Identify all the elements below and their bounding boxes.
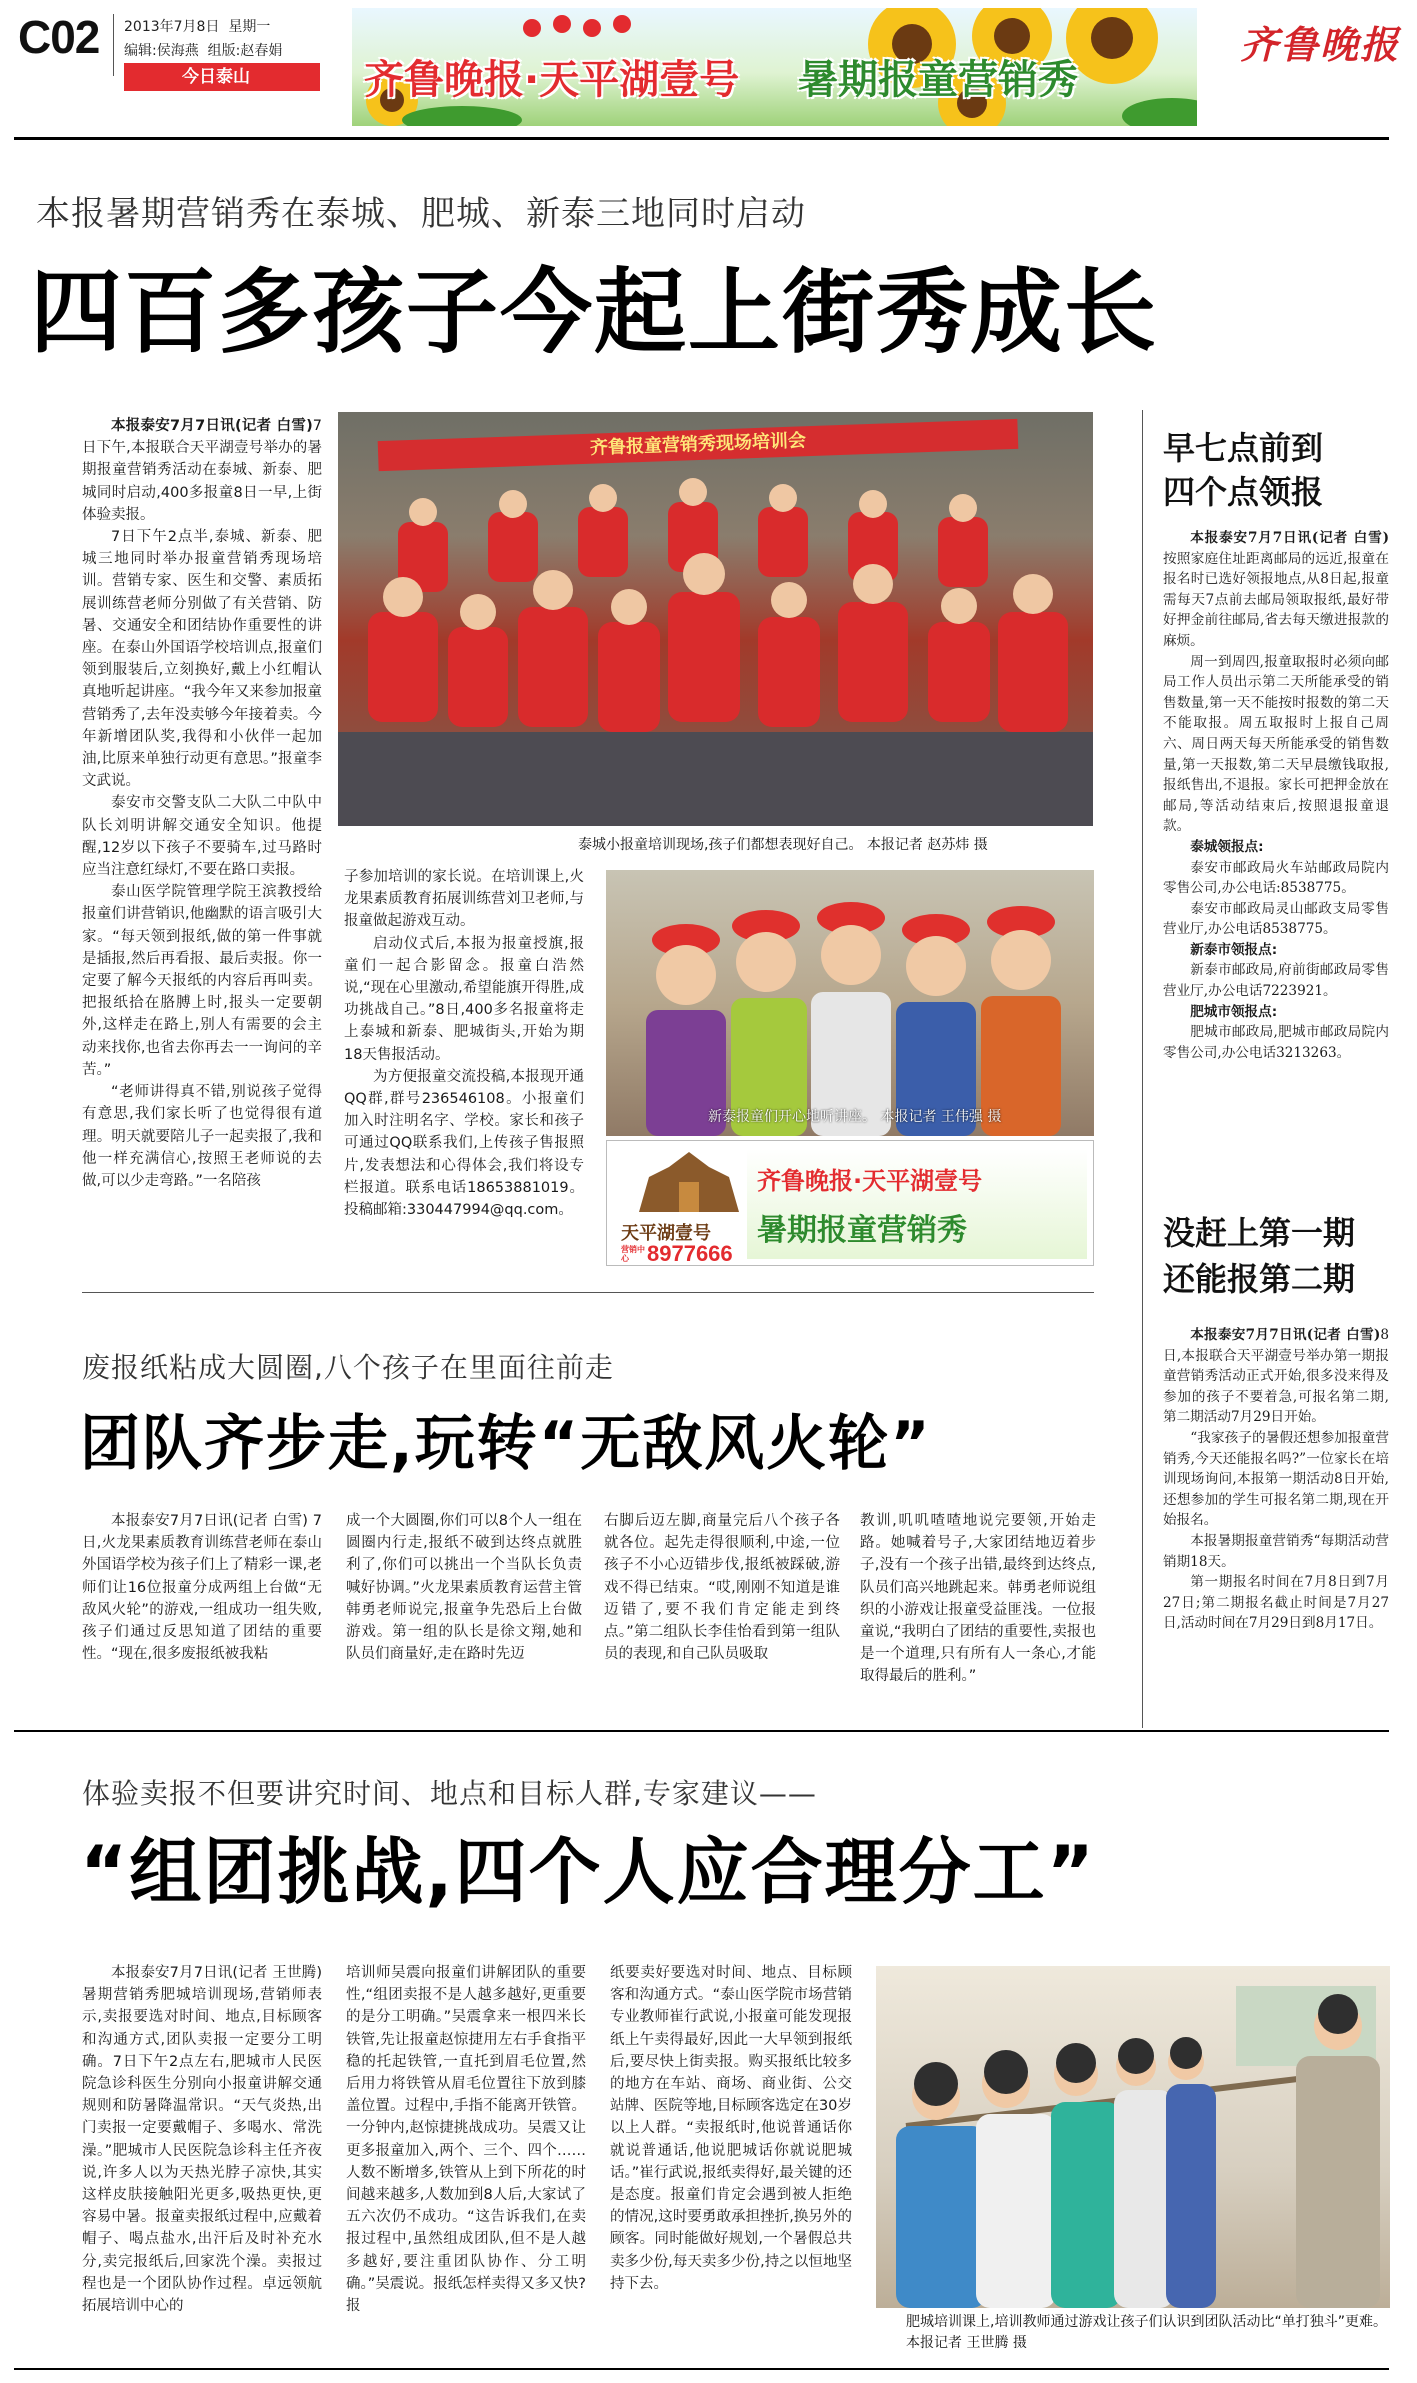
article1-para: “老师讲得真不错,别说孩子觉得有意思,我们家长听了也觉得很有道理。明天就要陪儿子一起卖报了,我和他一样充满信心,按照王老师说的去做,可以少走弯路。”一名陪孩 [82,1084,322,1189]
article1-para: 泰山医学院管理学院王滨教授给报童们讲营销识,他幽默的语言吸引大家。“每天领到报纸,做的第一件事就是插报,然后再看报、最后卖报。你一定要了解今天报纸的内容后再叫卖。把报纸拾在胳膊上时,报头一定要朝外,这样走在路上,别人有需要的会主动来找你,也省去你再去一一询问的辛苦。” [82,884,322,1078]
article1-byline: 本报泰安7月7日讯(记者 白雪) [111,418,313,434]
banner-subtitle: 暑期报童营销秀 [798,57,1078,103]
masthead-banner [352,8,1197,126]
pickup-text: 泰安市邮政局火车站邮政局院内零售公司,办公电话:8538775。 [1163,859,1389,897]
article1-bottom-rule [82,1292,1094,1293]
pickup-label: 泰城领报点: [1190,838,1264,855]
sidebar1-headline [1163,426,1323,514]
issue-date [124,16,270,36]
article1-headline: 四百多孩子今起上街秀成长 [30,259,1159,366]
sidebar2-para: 本报暑期报童营销秀“每期活动营销期18天。 [1163,1532,1389,1570]
vertical-divider [113,14,114,76]
page-bottom-rule [14,2368,1389,2370]
sidebar1-para: 周一到周四,报童取报时必须向邮局工作人员出示第二天所能承受的销售数量,第一天不能按时报数的第二天不能取报。周五取报时上报自己周六、周日两天每天所能承受的销售数量,第一天报数,第二天早晨缴钱取报,报纸售出,不退报。家长可把押金放在邮局,等活动结束后,按照退报童退款。 [1163,653,1389,835]
ad-brand: 天平湖壹号 [621,1223,711,1244]
article1-para: 泰安市交警支队二大队二中队中队长刘明讲解交通安全知识。他提醒,12岁以下孩子不要骑车,过马路时应当注意红绿灯,不要在路口卖报。 [82,795,322,879]
pickup-text: 新泰市邮政局,府前街邮政局零售营业厅,办公电话7223921。 [1163,962,1389,1000]
sidebar2-headline-line2: 还能报第二期 [1163,1260,1356,1298]
date: 2013年7月8日 [124,19,220,35]
sidebar-divider [1142,410,1143,1728]
sidebar1-body [1163,528,1389,1108]
photo-xintai-lecture [606,870,1094,1136]
article2-para: 本报泰安7月7日讯(记者 白雪) 7日,火龙果素质教育训练营老师在泰山外国语学校为孩子们上了精彩一课,老师们让16位报童分成两组上台做“无敌风火轮”的游戏,一组成功一组失败,孩子们通过反思知道了团结的重要性。“现在,很多废报纸被我粘 [82,1513,322,1663]
sidebar1-headline-line2: 四个点领报 [1163,473,1324,511]
photo1-banner: 齐鲁报童营销秀现场培训会 [378,419,1019,471]
ad-box [606,1140,1094,1266]
sidebar2-para: 8日,本报联合天平湖壹号举办第一期报童营销秀活动正式开始,很多没来得及参加的孩子不要着急,可报名第二期,第二期活动7月29日开始。 [1163,1327,1389,1426]
article3-column-3 [610,1962,852,2352]
pickup-label: 肥城市领报点: [1190,1003,1278,1020]
page-code: C02 [18,11,100,63]
article2-bottom-rule [14,1730,1389,1732]
ad-banner [747,1149,1087,1259]
photo2-caption: 新泰报童们开心地听讲座。 本报记者 王伟强 摄 [708,1109,1002,1125]
article2-column-1 [82,1510,322,1710]
sidebar2-headline [1163,1210,1355,1302]
ad-phone: 8977666 [647,1241,733,1266]
article1-deck: 本报暑期营销秀在泰城、肥城、新泰三地同时启动 [36,194,806,234]
article1-para: 启动仪式后,本报为报童授旗,报童们一起合影留念。报童白浩然说,“现在心里激动,希望能旗开得胜,成功挑战自己。”8日,400多名报童将走上泰城和新泰、肥城街头,开始为期18天售报活动。 [344,935,584,1063]
article1-column-1 [82,415,322,1275]
article3-deck: 体验卖报不但要讲究时间、地点和目标人群,专家建议—— [82,1777,817,1810]
article1-para: 子参加培训的家长说。在培训课上,火龙果素质教育拓展训练营刘卫老师,与报童做起游戏互动。 [344,869,584,930]
article2-para: 右脚后迈左脚,商量完后八个孩子各就各位。起先走得很顺利,中途,一位孩子不小心迈错步伐,报纸被踩破,游戏不得已结束。“哎,刚刚不知道是谁迈错了,要不我们肯定能走到终点。”第二组队长李佳怡看到第一组队员的表现,和自己队员吸取 [604,1513,840,1663]
article2-para: 成一个大圆圈,你们可以8个人一组在圆圈内行走,报纸不破到达终点就胜利了,你们可以挑出一个当队长负责喊好协调。”火龙果素质教育运营主管韩勇老师说完,报童争先恐后上台做游戏。第一组的队长是徐文翔,她和队员们商量好,走在路时先迈 [346,1513,582,1663]
banner-title: 齐鲁晚报·天平湖壹号 [364,57,740,103]
article3-column-1 [82,1962,322,2352]
article1-para: 7日下午,本报联合天平湖壹号举办的暑期报童营销秀活动在泰城、新泰、肥城同时启动,400多报童8日一早,上街体验卖报。 [82,418,322,523]
ad-subtitle: 暑期报童营销秀 [757,1213,967,1248]
building-logo-icon [629,1147,749,1217]
article1-para: 7日下午2点半,泰城、新泰、肥城三地同时举办报童营销秀现场培训。营销专家、医生和交警、素质拓展训练营老师分别做了有关营销、防暑、交通安全和团结协作重要性的讲座。在泰山外国语学校培训点,报童们领到服装后,立刻换好,戴上小红帽认真地听起讲座。“我今年又来参加报童营销秀了,去年没卖够今年接着卖。今年新增团队奖,我得和小伙伴一起加油,比原来单独行动更有意思。”报童李文武说。 [82,529,322,790]
article2-deck: 废报纸粘成大圆圈,八个孩子在里面往前走 [82,1351,614,1384]
ad-phone-label: 营销中心 [621,1245,645,1263]
pickup-text: 泰安市邮政局灵山邮政支局零售营业厅,办公电话8538775。 [1163,900,1389,938]
sidebar2-headline-line1: 没赶上第一期 [1163,1214,1356,1252]
article2-para: 教训,叽叽喳喳地说完要领,开始走路。她喊着号子,大家团结地迈着步子,没有一个孩子出错,最终到达终点,队员们高兴地跳起来。韩勇老师说组织的小游戏让报童受益匪浅。一位报童说,“我明白了团结的重要性,卖报也是一个道理,只有所有人一条心,才能取得最后的胜利。” [860,1513,1096,1685]
article3-headline: “组团挑战,四个人应合理分工” [80,1830,1096,1914]
sidebar1-para: 按照家庭住址距离邮局的远近,报童在报名时已选好领报地点,从8日起,报童需每天7点前去邮局领取报纸,最好带好押金前往邮局,省去每天缴进报款的麻烦。 [1163,550,1389,649]
children-graphic [606,870,1094,1136]
article1-para: 为方便报童交流投稿,本报现开通QQ群,群号236546108。小报童们加入时注明名字、学校。家长和孩子可通过QQ联系我们,上传孩子售报照片,发表想法和心得体会,我们将设专栏报道。联系电话18653881019。投稿邮箱:330447994@qq.com。 [344,1068,584,1219]
pickup-label: 新泰市领报点: [1190,941,1278,958]
article3-column-2 [346,1962,586,2352]
sidebar1-byline: 本报泰安7月7日讯(记者 白雪) [1190,530,1389,546]
pickup-text: 肥城市邮政局,肥城市邮政局院内零售公司,办公电话3213263。 [1163,1024,1389,1061]
sidebar1-headline-line1: 早七点前到 [1163,429,1324,467]
article1-column-2 [344,866,584,1276]
crowd-graphic [338,412,1093,826]
layout-editor: 组版:赵春娟 [207,43,283,59]
masthead-rule [14,137,1389,140]
sidebar2-para: 第一期报名时间在7月8日到7月27日;第二期报名截止时间是7月27日,活动时间在7月29日到8月17日。 [1163,1574,1389,1632]
article2-column-4 [860,1510,1096,1710]
sidebar2-para: “我家孩子的暑假还想参加报童营销秀,今天还能报名吗?”一位家长在培训现场询问,本报第一期活动8日开始,还想参加的学生可报名第二期,现在开始报名。 [1163,1429,1389,1529]
pole-game-graphic [876,1966,1390,2308]
section-tag: 今日泰山 [124,63,320,91]
photo1-caption: 泰城小报童培训现场,孩子们都想表现好自己。 本报记者 赵苏炜 摄 [578,837,988,853]
photo-feicheng-game [876,1966,1390,2308]
photo-taicheng-training [338,412,1093,826]
weekday: 星期一 [228,19,271,35]
article3-para: 培训师吴震向报童们讲解团队的重要性,“组团卖报不是人越多越好,更重要的是分工明确。”吴震拿来一根四米长铁管,先让报童赵惊捷用左右手食指平稳的托起铁管,一直托到眉毛位置,然后用力将铁管从眉毛位置往下放到膝盖位置。过程中,手指不能离开铁管。一分钟内,赵惊捷挑战成功。吴震又让更多报童加入,两个、三个、四个……人数不断增多,铁管从上到下所花的时间越来越多,人数加到8人后,大家试了五六次仍不成功。“这告诉我们,在卖报过程中,虽然组成团队,但不是人越多越好,要注重团队协作、分工明确。”吴震说。报纸怎样卖得又多又快?报 [346,1965,586,2315]
article2-headline: 团队齐步走,玩转“无敌风火轮” [80,1409,932,1479]
editor: 编辑:侯海燕 [124,43,199,59]
sidebar2-byline: 本报泰安7月7日讯(记者 白雪) [1190,1327,1381,1343]
photo3-caption: 肥城培训课上,培训教师通过游戏让孩子们认识到团队活动比“单打独斗”更难。 本报记者 王世腾 摄 [906,2314,1387,2351]
article2-column-3 [604,1510,840,1710]
sidebar2-body [1163,1325,1389,1725]
ad-title: 齐鲁晚报·天平湖壹号 [757,1167,983,1195]
article2-column-2 [346,1510,582,1710]
article3-para: 本报泰安7月7日讯(记者 王世腾) 暑期营销秀肥城培训现场,营销师表示,卖报要选对时间、地点,目标顾客和沟通方式,团队卖报一定要分工明确。7日下午2点左右,肥城市人民医院急诊科医生分别向小报童讲解交通规则和防暑降温常识。“天气炎热,出门卖报一定要戴帽子、多喝水、常洗澡。”肥城市人民医院急诊科主任齐夜说,许多人以为天热光脖子凉快,其实这样皮肤接触阳光更多,吸热更快,更容易中暑。报童卖报纸过程中,应戴着帽子、喝点盐水,出汗后及时补充水分,卖完报纸后,回家洗个澡。卖报过程也是一个团队协作过程。卓远领航拓展培训中心的 [82,1965,322,2315]
editor-line [124,40,282,60]
paper-logo: 齐鲁晚报 [1240,22,1401,67]
article3-para: 纸要卖好要选对时间、地点、目标顾客和沟通方式。“泰山医学院市场营销专业教师崔行武说,小报童可能发现报纸上午卖得最好,因此一大早领到报纸后,要尽快上街卖报。购买报纸比较多的地方在车站、商场、商业街、公交站牌、医院等地,目标顾客选定在30岁以上人群。“卖报纸时,他说普通话你就说普通话,他说肥城话你就说肥城话。”崔行武说,报纸卖得好,最关键的还是态度。报童们肯定会遇到被人拒绝的情况,这时要勇敢承担挫折,换另外的顾客。同时能做好规划,一个暑假总共卖多少份,每天卖多少份,持之以恒地坚持下去。 [610,1965,852,2292]
